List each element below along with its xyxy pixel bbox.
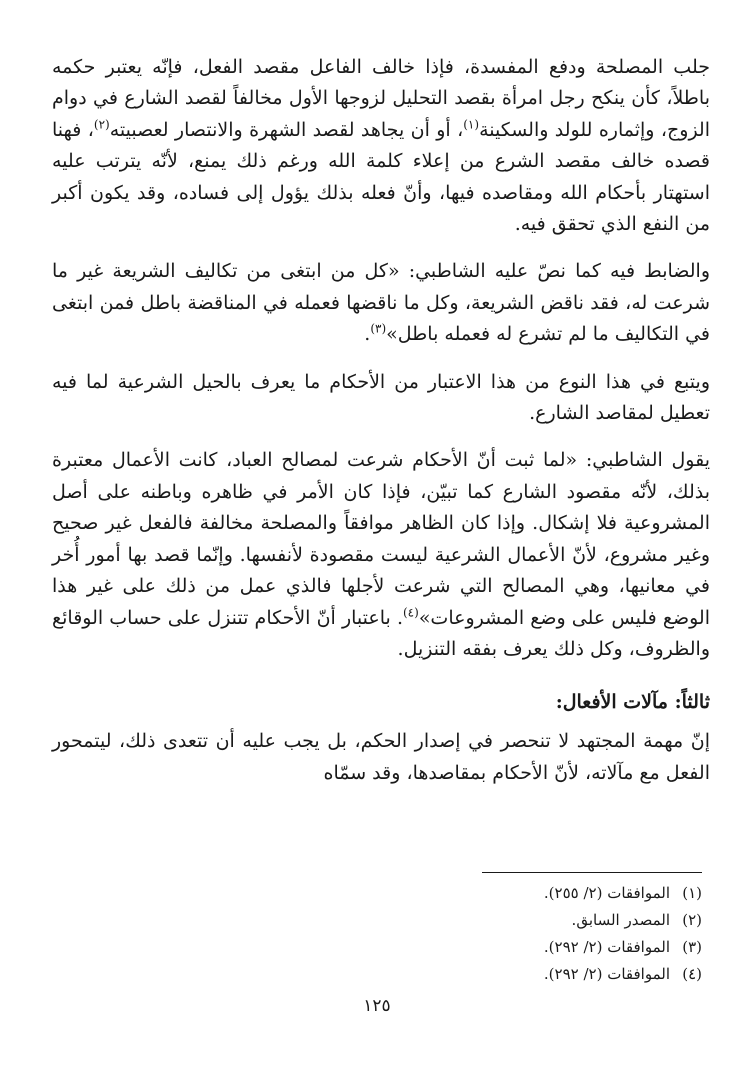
footnote-ref-3: (٣) <box>370 321 387 336</box>
footnote-item <box>44 907 702 934</box>
footnote-text: المصدر السابق. <box>571 911 670 929</box>
paragraph-1 <box>52 52 710 240</box>
footnote-number: (٢) <box>682 911 702 929</box>
page-body <box>52 52 710 805</box>
footnote-ref-4: (٤) <box>402 605 419 620</box>
footnote-text: الموافقات (٢/ ٢٩٢). <box>543 938 670 956</box>
paragraph-2-text-b: . <box>364 323 371 346</box>
page-number: ١٢٥ <box>363 996 391 1016</box>
paragraph-1-text-b: ، أو أن يجاهد لقصد الشهرة والانتصار لعصبيته <box>109 118 464 141</box>
section-heading: ثالثاً: مآلات الأفعال: <box>555 691 710 714</box>
paragraph-2 <box>52 256 710 350</box>
footnote-number: (١) <box>682 884 702 902</box>
footnote-text: الموافقات (٢/ ٢٩٢). <box>543 965 670 983</box>
paragraph-3 <box>52 367 710 430</box>
paragraph-5-text: إنّ مهمة المجتهد لا تنحصر في إصدار الحكم، بل يجب عليه أن تتعدى ذلك، ليتمحور الفعل مع مآلاته، لأنّ الأحكام بمقاصدها، وقد سمّاه <box>52 730 710 784</box>
footnote-item <box>44 961 702 988</box>
paragraph-2-text-a: والضابط فيه كما نصّ عليه الشاطبي: «كل من ابتغى من تكاليف الشريعة غير ما شرعت له، فقد ناقض الشريعة، وكل ما ناقضها فعمله في المناقضة باطل فمن ابتغى في التكاليف ما لم تشرع له فعمله باطل» <box>52 260 710 346</box>
footnote-number: (٣) <box>682 938 702 956</box>
footnote-item <box>44 934 702 961</box>
footnote-item <box>44 880 702 907</box>
paragraph-1-text-a: جلب المصلحة ودفع المفسدة، فإذا خالف الفاعل مقصد الفعل، فإنّه يعتبر حكمه باطلاً، كأن ينكح رجل امرأة بقصد التحليل لزوجها الأول مخالفاً لقصد الشارع في دوام الزوج، وإثماره للولد والسكينة <box>52 56 710 141</box>
footnote-number: (٤) <box>682 965 702 983</box>
paragraph-4-text-b: . باعتبار أنّ الأحكام تتنزل على حساب الوقائع والظروف، وكل ذلك يعرف بفقه التنزيل. <box>52 606 710 660</box>
paragraph-1-text-c: ، فهنا قصده خالف مقصد الشرع من إعلاء كلمة الله ورغم ذلك يمنع، لأنّه يترتب عليه استهتار بأحكام الله ومقاصده فيها، وأنّ فعله بذلك يؤول إلى فساده، وقد يكون أكبر من النفع الذي تحقق فيه. <box>52 118 710 236</box>
footnote-text: الموافقات (٢/ ٢٥٥). <box>543 884 670 902</box>
paragraph-5 <box>52 726 710 789</box>
footnotes <box>44 880 702 988</box>
footnote-ref-2: (٢) <box>93 117 110 132</box>
footnote-ref-1: (١) <box>463 117 480 132</box>
paragraph-4-text-a: يقول الشاطبي: «لما ثبت أنّ الأحكام شرعت لمصالح العباد، كانت الأعمال معتبرة بذلك، لأنّه مقصود الشارع كما تبيّن، فإذا كان الأمر في ظاهره وباطنه على أصل المشروعية فلا إشكال. وإذا كان الظاهر موافقاً والمصلحة مخالفة فالفعل غير صحيح وغير مشروع، لأنّ الأعمال الشرعية ليست مقصودة لأنفسها. وإنّما قصد بها أمور أُخر في معانيها، وهي المصالح التي شرعت لأجلها فالذي عمل من ذلك على غير هذا الوضع فليس على وضع المشروعات» <box>52 449 710 629</box>
paragraph-3-text: ويتبع في هذا النوع من هذا الاعتبار من الأحكام ما يعرف بالحيل الشرعية لما فيه تعطيل لمقاصد الشارع. <box>52 370 710 425</box>
paragraph-4 <box>52 445 710 665</box>
footnote-separator <box>482 872 702 873</box>
